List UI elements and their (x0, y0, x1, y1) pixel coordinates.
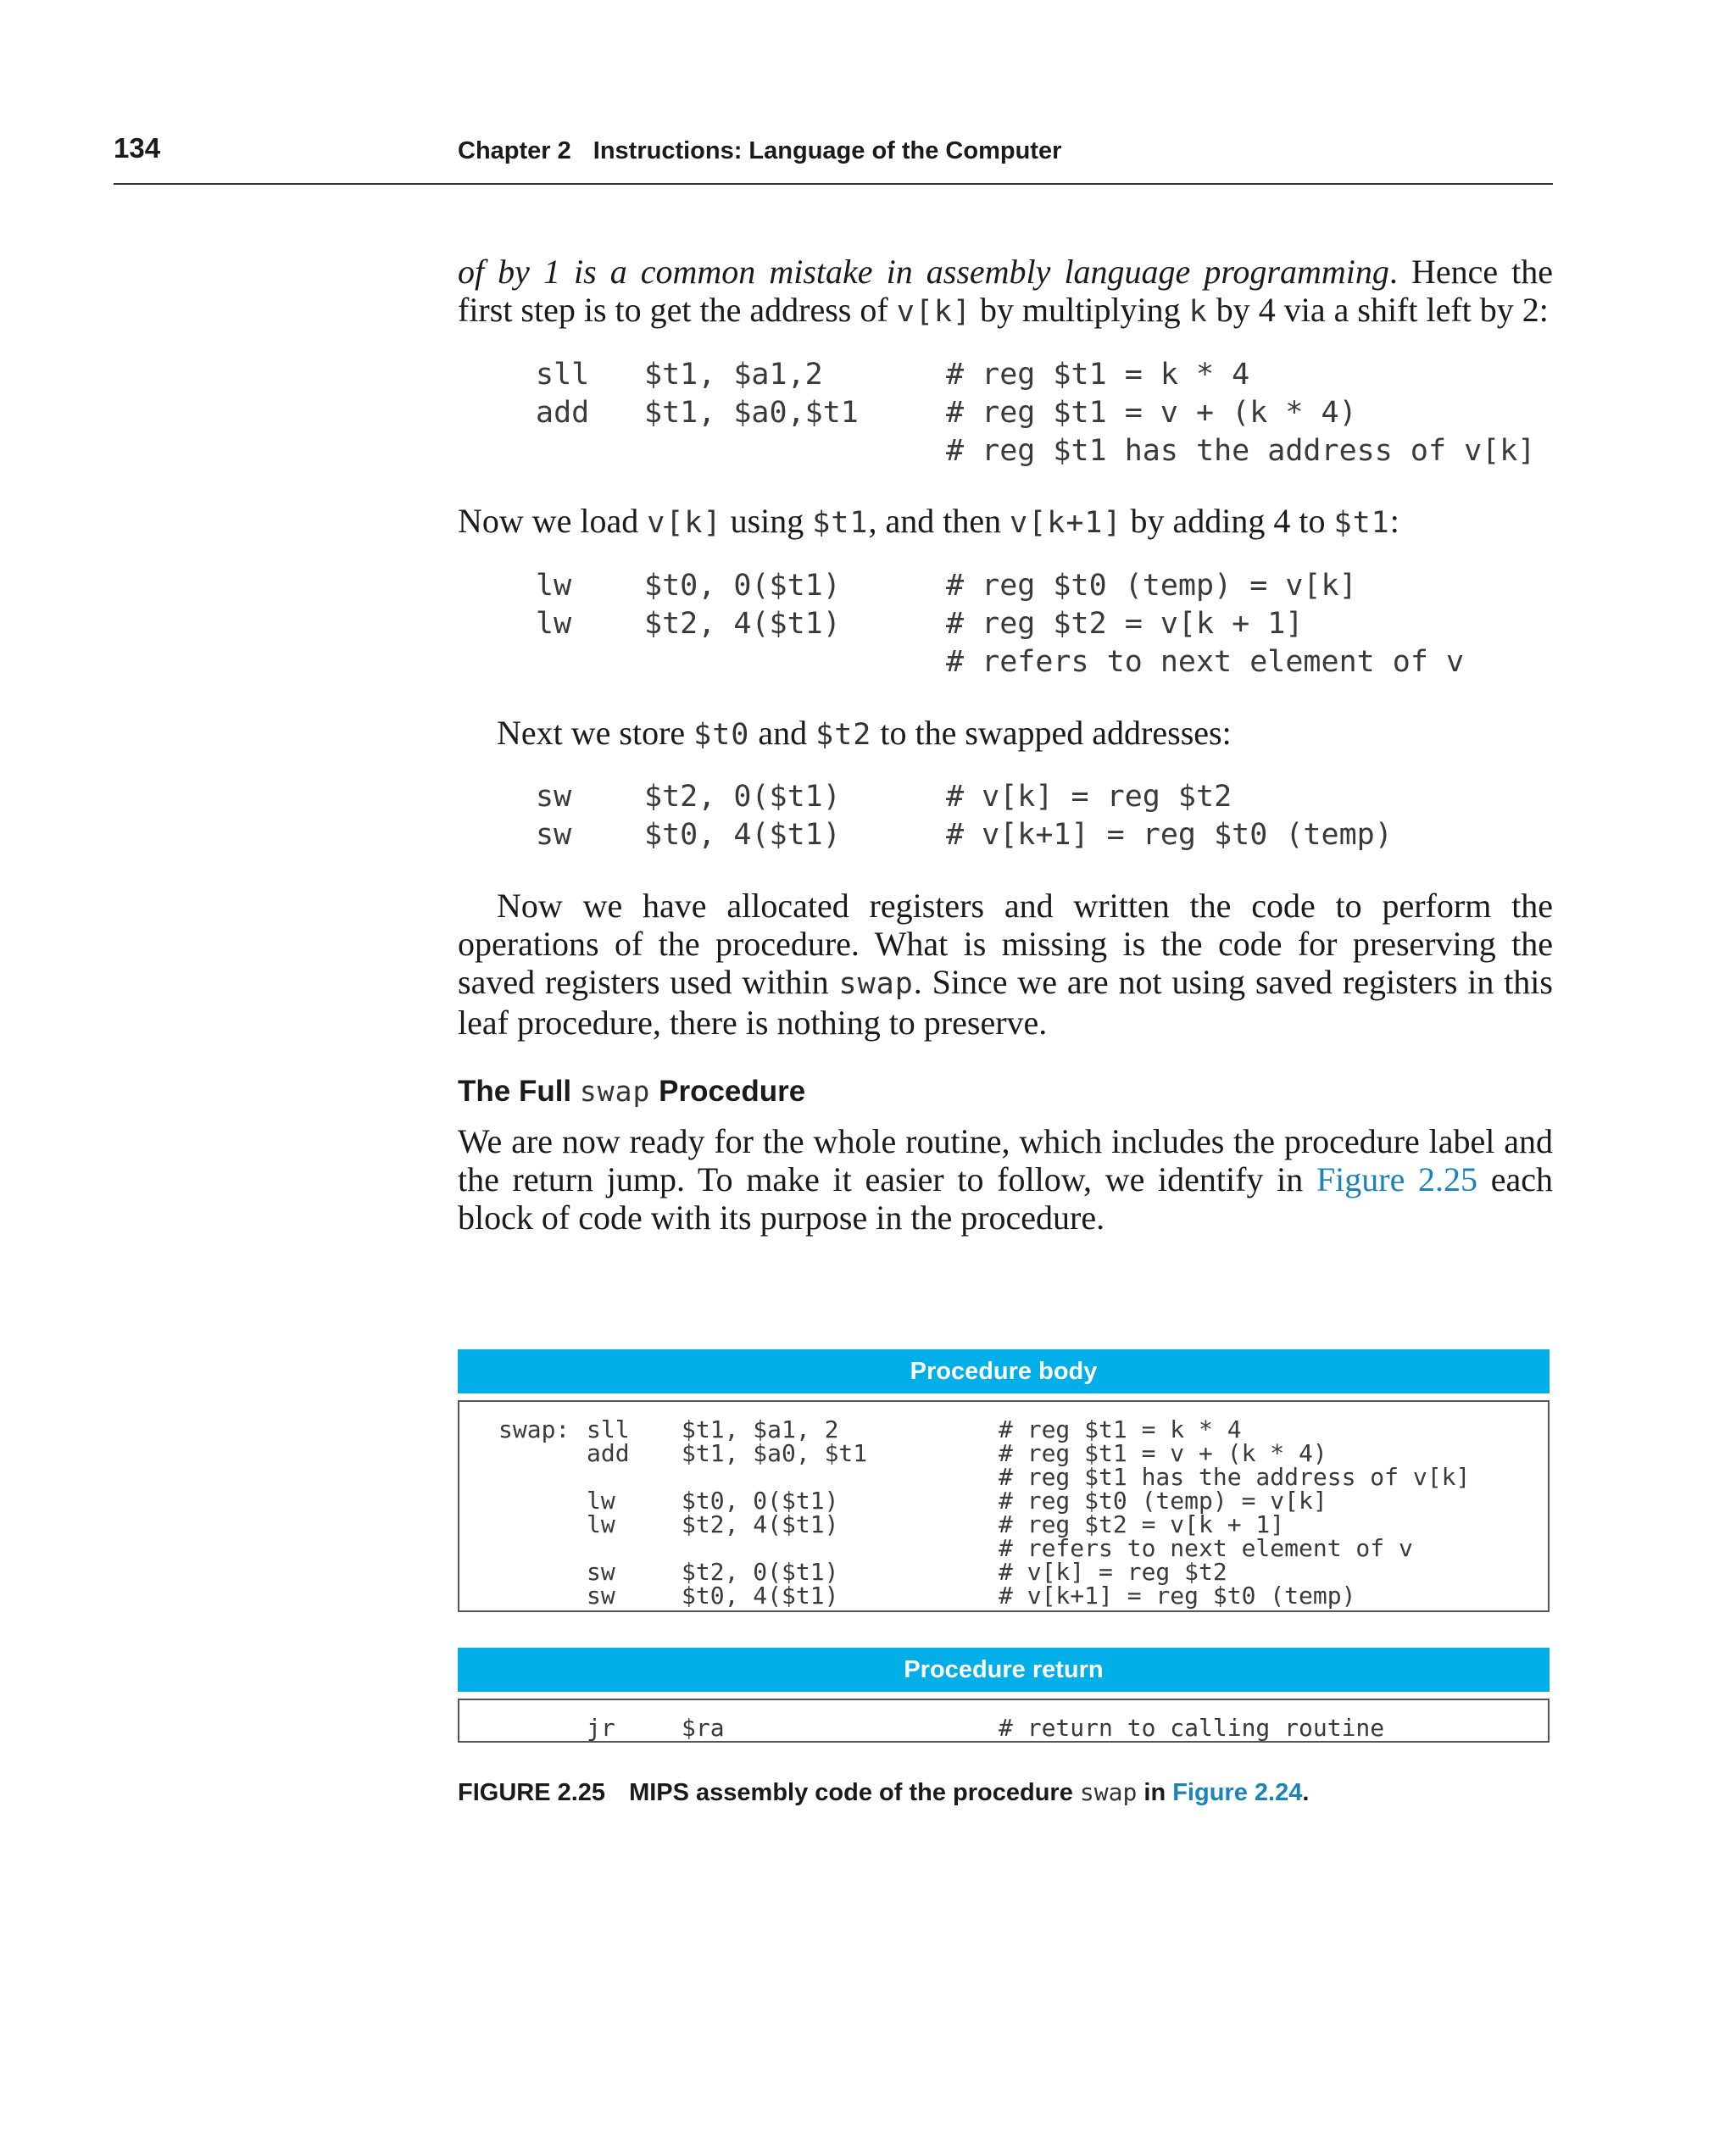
text: Now we load (458, 502, 648, 540)
text: Next we store (497, 714, 694, 752)
text: using (721, 502, 813, 540)
code-args: $t2, 4($t1) (644, 607, 841, 641)
code-args: $t0, 0($t1) (682, 1487, 839, 1515)
text: The Full (458, 1075, 580, 1108)
code-args: $t1, $a0, $t1 (682, 1439, 868, 1467)
code-comment: # reg $t0 (temp) = v[k] (999, 1487, 1327, 1515)
text: and (749, 714, 816, 752)
code-op: lw (536, 607, 572, 641)
text: by adding 4 to (1121, 502, 1334, 540)
text: We are now ready for the whole routine, which includes the procedure label and the return jump. To make it easier to follow, we identify in (458, 1122, 1553, 1198)
figure-caption (458, 1778, 1309, 1807)
chapter-title: Instructions: Language of the Computer (593, 137, 1062, 164)
inline-code: swap (1079, 1778, 1138, 1806)
code-op: sll (587, 1415, 630, 1443)
code-args: $t2, 0($t1) (682, 1558, 839, 1586)
code-comment: # v[k] = reg $t2 (999, 1558, 1227, 1586)
code-comment: # reg $t1 = v + (k * 4) (999, 1439, 1327, 1467)
inline-code: $t2 (815, 718, 872, 752)
code-op: add (587, 1439, 630, 1467)
figure-link[interactable]: Figure 2.25 (1316, 1160, 1478, 1198)
code-comment: # reg $t1 = v + (k * 4) (946, 396, 1357, 430)
figure-link[interactable]: Figure 2.24 (1172, 1779, 1303, 1806)
inline-code: swap (838, 967, 914, 1001)
section-heading (458, 1075, 805, 1109)
text: Procedure (650, 1075, 806, 1108)
inline-code: swap (579, 1075, 651, 1108)
caption-text (629, 1779, 1309, 1806)
inline-code: k (1188, 295, 1208, 329)
paragraph-store (458, 714, 1553, 754)
text: Now we have allocated registers and written the code to perform the operations of the procedure. What is missing is the code for preserving the saved registers used within (458, 887, 1553, 1001)
paragraph-load (458, 502, 1553, 542)
code-args: $t1, $a1,2 (644, 358, 823, 392)
code-comment: # reg $t1 = k * 4 (999, 1415, 1242, 1443)
text: . (1302, 1779, 1310, 1806)
text: each block of code with its purpose in the procedure. (458, 1160, 1554, 1237)
inline-code: v[k] (647, 506, 722, 540)
code-op: sw (587, 1582, 615, 1610)
code-comment: # reg $t1 has the address of v[k] (999, 1463, 1471, 1491)
code-comment: # return to calling routine (999, 1714, 1385, 1742)
code-op: sll (536, 358, 590, 392)
code-comment: # v[k] = reg $t2 (946, 780, 1232, 814)
inline-code: $t1 (1333, 506, 1390, 540)
text: by 4 via a shift left by 2: (1207, 291, 1549, 329)
code-comment: # v[k+1] = reg $t0 (temp) (946, 818, 1393, 852)
code-args: $t0, 4($t1) (682, 1582, 839, 1610)
text: . Hence the first step is to get the address of (458, 253, 1553, 329)
code-op: lw (536, 569, 572, 603)
code-comment: # refers to next element of v (999, 1534, 1413, 1562)
text: by multiplying (971, 291, 1189, 329)
inline-code: v[k+1] (1010, 506, 1122, 540)
procedure-body-box (458, 1400, 1550, 1612)
code-op: sw (536, 818, 572, 852)
code-args: $t1, $a1, 2 (682, 1415, 839, 1443)
inline-code: $t0 (693, 718, 750, 752)
figure-label: FIGURE 2.25 (458, 1779, 606, 1806)
code-op: jr (587, 1714, 615, 1742)
inline-code: v[k] (896, 295, 971, 329)
text: : (1389, 502, 1399, 540)
code-op: lw (587, 1510, 615, 1538)
code-op: lw (587, 1487, 615, 1515)
code-comment: # reg $t0 (temp) = v[k] (946, 569, 1357, 603)
text: MIPS assembly code of the procedure (629, 1779, 1080, 1806)
page-number: 134 (114, 132, 161, 164)
paragraph-preserve (458, 887, 1553, 1042)
code-comment: # reg $t1 = k * 4 (946, 358, 1250, 392)
code-label: swap: (498, 1415, 570, 1443)
main-column (458, 0, 1553, 2141)
code-comment: # reg $t2 = v[k + 1] (946, 607, 1304, 641)
text: in (1137, 1779, 1173, 1806)
procedure-return-bar: Procedure return (458, 1648, 1550, 1692)
italic-phrase: of by 1 is a common mistake in assembly language programming (458, 253, 1389, 291)
code-comment: # reg $t2 = v[k + 1] (999, 1510, 1285, 1538)
chapter-label: Chapter 2 (458, 137, 571, 164)
code-args: $t2, 4($t1) (682, 1510, 839, 1538)
text: . Since we are not using saved registers in this leaf procedure, there is nothing to preserve. (458, 963, 1553, 1042)
text: to the swapped addresses: (871, 714, 1232, 752)
paragraph-routine (458, 1122, 1553, 1237)
paragraph-shift (458, 253, 1553, 331)
code-args: $t0, 0($t1) (644, 569, 841, 603)
code-args: $t0, 4($t1) (644, 818, 841, 852)
code-op: sw (536, 780, 572, 814)
procedure-body-bar: Procedure body (458, 1349, 1550, 1393)
code-comment: # refers to next element of v (946, 645, 1465, 679)
procedure-return-box (458, 1699, 1550, 1743)
text: , and then (868, 502, 1010, 540)
code-args: $t2, 0($t1) (644, 780, 841, 814)
code-comment: # reg $t1 has the address of v[k] (946, 434, 1536, 468)
code-comment: # v[k+1] = reg $t0 (temp) (999, 1582, 1356, 1610)
code-args: $t1, $a0,$t1 (644, 396, 859, 430)
code-op: add (536, 396, 590, 430)
inline-code: $t1 (812, 506, 869, 540)
code-args: $ra (682, 1714, 725, 1742)
code-op: sw (587, 1558, 615, 1586)
